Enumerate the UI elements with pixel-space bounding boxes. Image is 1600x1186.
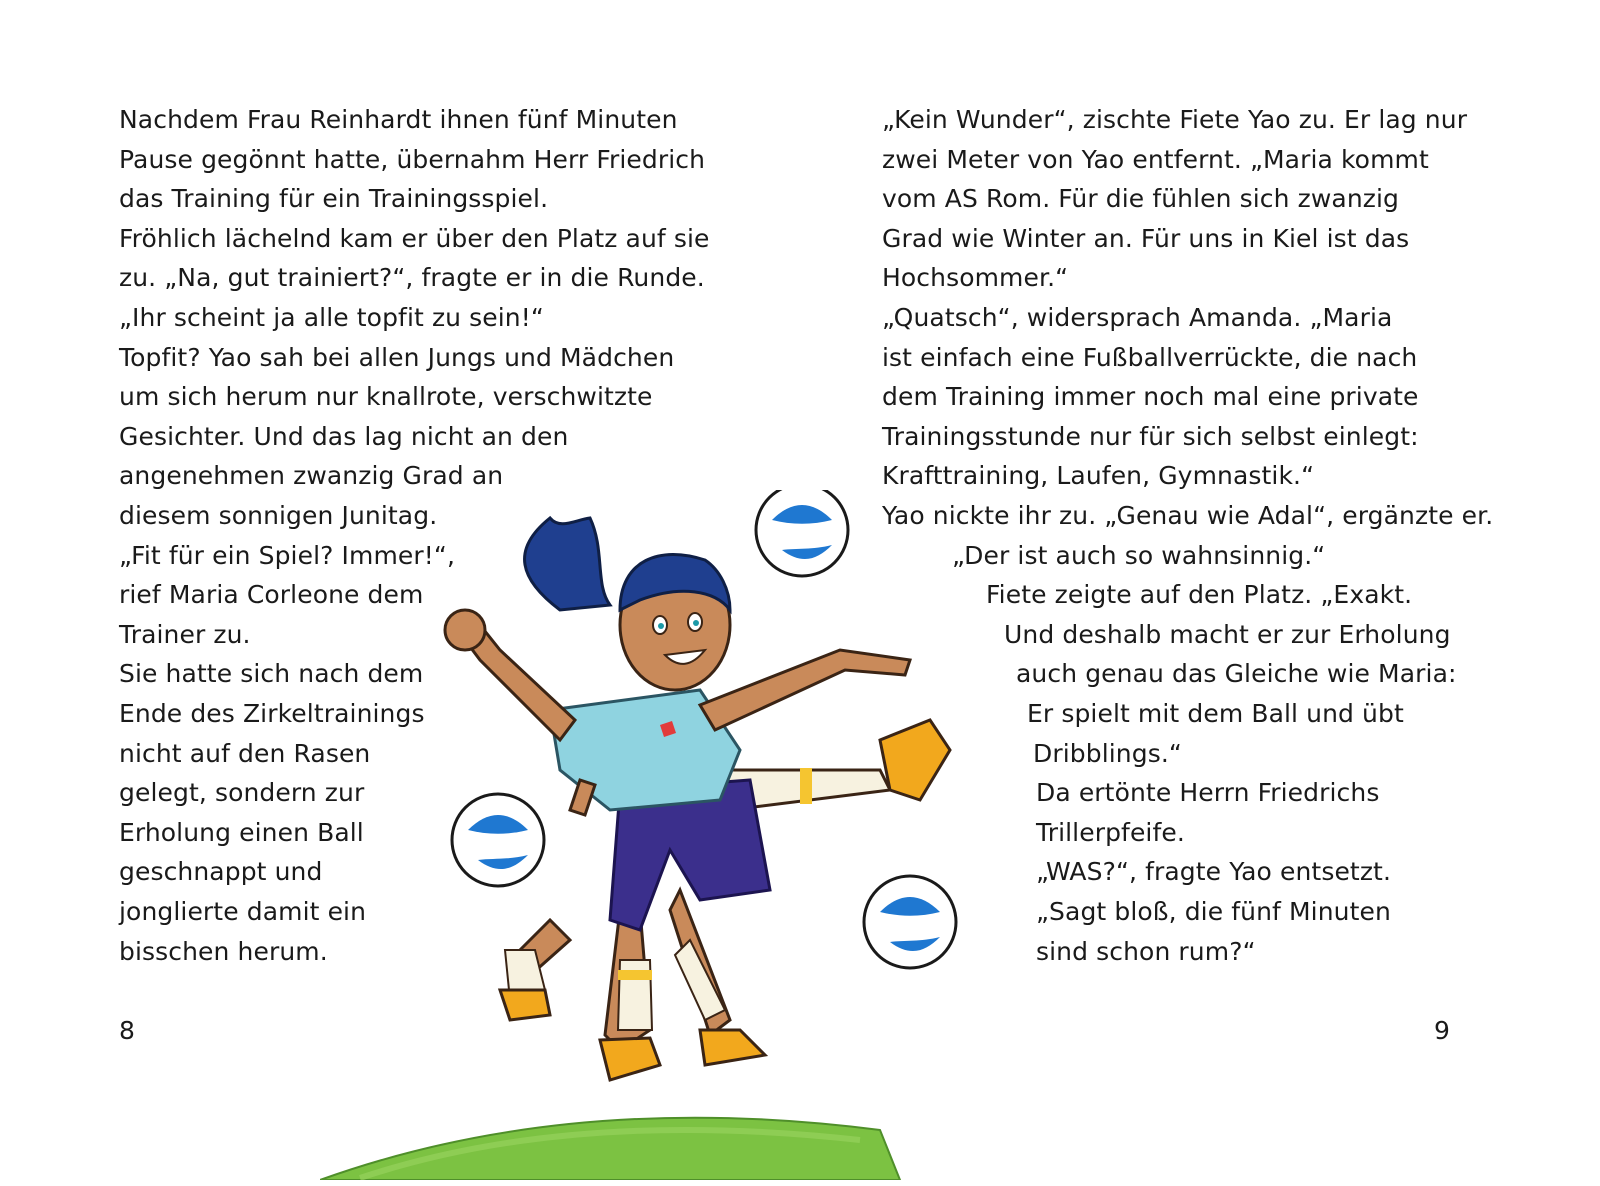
text-line: Grad wie Winter an. Für uns in Kiel ist das [882, 223, 1410, 253]
text-line: Hochsommer.“ [882, 263, 1069, 293]
text-line: gelegt, sondern zur [119, 778, 365, 808]
text-line: Trainingsstunde nur für sich selbst einlegt: [882, 421, 1419, 451]
grass-mound [320, 1118, 900, 1180]
text-line: Trillerpfeife. [1036, 817, 1185, 847]
text-line: das Training für ein Trainingsspiel. [119, 184, 549, 214]
text-line: Krafttraining, Laufen, Gymnastik.“ [882, 461, 1315, 491]
text-line: dem Training immer noch mal eine private [882, 382, 1419, 412]
text-line: Yao nickte ihr zu. „Genau wie Adal“, ergänzte er. [882, 501, 1494, 530]
text-line: Fröhlich lächelnd kam er über den Platz auf sie [119, 223, 710, 253]
text-line: „Ihr scheint ja alle topfit zu sein!“ [119, 303, 544, 332]
text-line: zwei Meter von Yao entfernt. „Maria kommt [882, 144, 1429, 174]
text-line: vom AS Rom. Für die fühlen sich zwanzig [882, 184, 1400, 214]
text-line: Dribblings.“ [1033, 738, 1182, 768]
text-line: jonglierte damit ein [119, 897, 367, 926]
text-line: Trainer zu. [119, 619, 251, 649]
text-line: geschnappt und [119, 857, 323, 887]
text-line: Da ertönte Herrn Friedrichs [1036, 778, 1380, 808]
text-line: bisschen herum. [119, 936, 328, 966]
text-line: um sich herum nur knallrote, verschwitzte [119, 382, 653, 412]
text-line: Topfit? Yao sah bei allen Jungs und Mädchen [119, 342, 675, 372]
text-line: sind schon rum?“ [1036, 936, 1256, 966]
text-line: Pause gegönnt hatte, übernahm Herr Friedrich [119, 144, 706, 174]
text-line: nicht auf den Rasen [119, 738, 371, 768]
right-arm [700, 650, 910, 730]
text-line: Fiete zeigte auf den Platz. „Exakt. [986, 580, 1413, 610]
text-line: Nachdem Frau Reinhardt ihnen fünf Minuten [119, 105, 678, 134]
page-number-left: 8 [119, 1016, 135, 1045]
ponytail [525, 518, 610, 610]
text-line: „Der ist auch so wahnsinnig.“ [952, 540, 1326, 570]
football-ball [864, 876, 956, 968]
text-line: auch genau das Gleiche wie Maria: [1016, 659, 1457, 689]
text-line: „Sagt bloß, die fünf Minuten [1036, 897, 1391, 926]
text-line: zu. „Na, gut trainiert?“, fragte er in die Runde. [119, 263, 705, 293]
text-line: Gesichter. Und das lag nicht an den [119, 421, 569, 451]
text-line: ist einfach eine Fußballverrückte, die nach [882, 342, 1418, 372]
text-line: Und deshalb macht er zur Erholung [1004, 619, 1451, 649]
text-line: diesem sonnigen Junitag. [119, 501, 438, 530]
text-line: „Kein Wunder“, zischte Fiete Yao zu. Er lag nur [882, 105, 1468, 134]
text-line: Erholung einen Ball [119, 817, 364, 847]
text-line: Sie hatte sich nach dem [119, 659, 424, 689]
football-ball [756, 490, 848, 576]
football-girl-illustration [320, 490, 980, 1180]
text-line: Er spielt mit dem Ball und übt [1027, 699, 1404, 728]
text-line: angenehmen zwanzig Grad an [119, 461, 504, 491]
football-ball [452, 794, 544, 886]
text-line: „WAS?“, fragte Yao entsetzt. [1036, 857, 1391, 887]
text-line: Ende des Zirkeltrainings [119, 699, 425, 728]
text-line: „Quatsch“, widersprach Amanda. „Maria [882, 303, 1393, 332]
page-number-right: 9 [1434, 1016, 1450, 1045]
text-line: rief Maria Corleone dem [119, 580, 424, 610]
text-line: „Fit für ein Spiel? Immer!“, [119, 540, 455, 570]
